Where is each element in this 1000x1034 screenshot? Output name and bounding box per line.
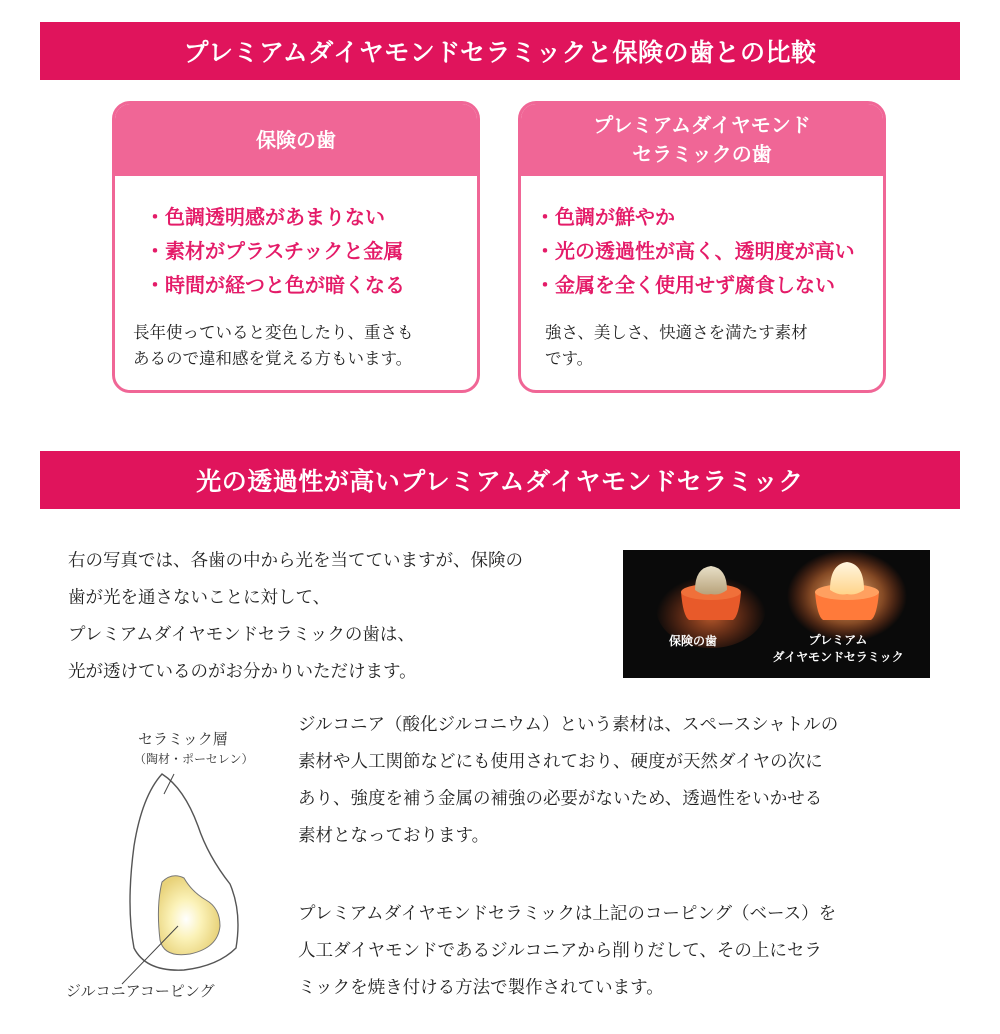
premium-card-header [521, 104, 883, 176]
insurance-point-list [115, 176, 477, 302]
translucency-banner [40, 451, 960, 509]
intro-line: 右の写真では、各歯の中から光を当てていますが、保険の [68, 551, 523, 571]
photo-label-premium-line: ダイヤモンドセラミック [772, 650, 904, 664]
comparison-title: プレミアムダイヤモンドセラミックと保険の歯との比較 [183, 38, 817, 67]
premium-note [521, 302, 883, 372]
insurance-point: ・色調透明感があまりない [145, 205, 385, 229]
intro-line: 光が透けているのがお分かりいただけます。 [68, 662, 417, 682]
intro-paragraph [68, 543, 523, 691]
insurance-note-line: 長年使っていると変色したり、重さも [133, 323, 414, 342]
zirconia-line: あり、強度を補う金属の補強の必要がないため、透過性をいかせる [298, 789, 823, 809]
premium-point: ・光の透過性が高く、透明度が高い [535, 239, 855, 263]
zirconia-line: 素材となっております。 [298, 826, 490, 846]
manufacturing-line: プレミアムダイヤモンドセラミックは上記のコーピング（ベース）を [298, 904, 837, 924]
premium-point-list [521, 176, 883, 302]
intro-line: 歯が光を通さないことに対して、 [68, 588, 331, 608]
manufacturing-line: ミックを焼き付ける方法で製作されています。 [298, 978, 664, 998]
zirconia-paragraph [298, 707, 838, 855]
ceramic-layer-sublabel: （陶材・ポーセレン） [134, 752, 254, 766]
translucency-photo [623, 550, 930, 678]
premium-tooth-card [518, 101, 886, 393]
insurance-card-header [115, 104, 477, 176]
photo-label-premium-line: プレミアム [808, 633, 868, 647]
crown-cross-section-drawing [60, 716, 290, 1016]
premium-point: ・色調が鮮やか [535, 205, 675, 229]
premium-point: ・金属を全く使用せず腐食しない [535, 273, 835, 297]
translucency-title: 光の透過性が高いプレミアムダイヤモンドセラミック [196, 467, 804, 496]
premium-card-title-line: プレミアムダイヤモンド [593, 113, 811, 137]
premium-note-line: 強さ、美しさ、快適さを満たす素材 [545, 323, 808, 342]
insurance-point: ・素材がプラスチックと金属 [145, 239, 404, 263]
zirconia-coping-label: ジルコニアコーピング [66, 982, 215, 1000]
insurance-note-line: あるので違和感を覚える方もいます。 [133, 349, 413, 368]
photo-label-insurance: 保険の歯 [669, 634, 718, 648]
manufacturing-line: 人工ダイヤモンドであるジルコニアから削りだして、その上にセラ [298, 941, 822, 961]
insurance-card-title: 保険の歯 [256, 127, 336, 152]
insurance-point: ・時間が経つと色が暗くなる [145, 273, 405, 297]
premium-note-line: です。 [545, 349, 594, 368]
zirconia-line: ジルコニア（酸化ジルコニウム）という素材は、スペースシャトルの [298, 715, 839, 735]
insurance-note [115, 302, 477, 372]
comparison-banner [40, 22, 960, 80]
zirconia-line: 素材や人工関節などにも使用されており、硬度が天然ダイヤの次に [298, 752, 823, 772]
insurance-tooth-card [112, 101, 480, 393]
intro-line: プレミアムダイヤモンドセラミックの歯は、 [68, 625, 415, 645]
photo-label-premium [763, 632, 913, 666]
manufacturing-paragraph [298, 896, 836, 1007]
premium-card-title-line: セラミックの歯 [632, 142, 772, 166]
ceramic-layer-label: セラミック層 [138, 730, 228, 748]
crown-cross-section-diagram [60, 716, 290, 1016]
